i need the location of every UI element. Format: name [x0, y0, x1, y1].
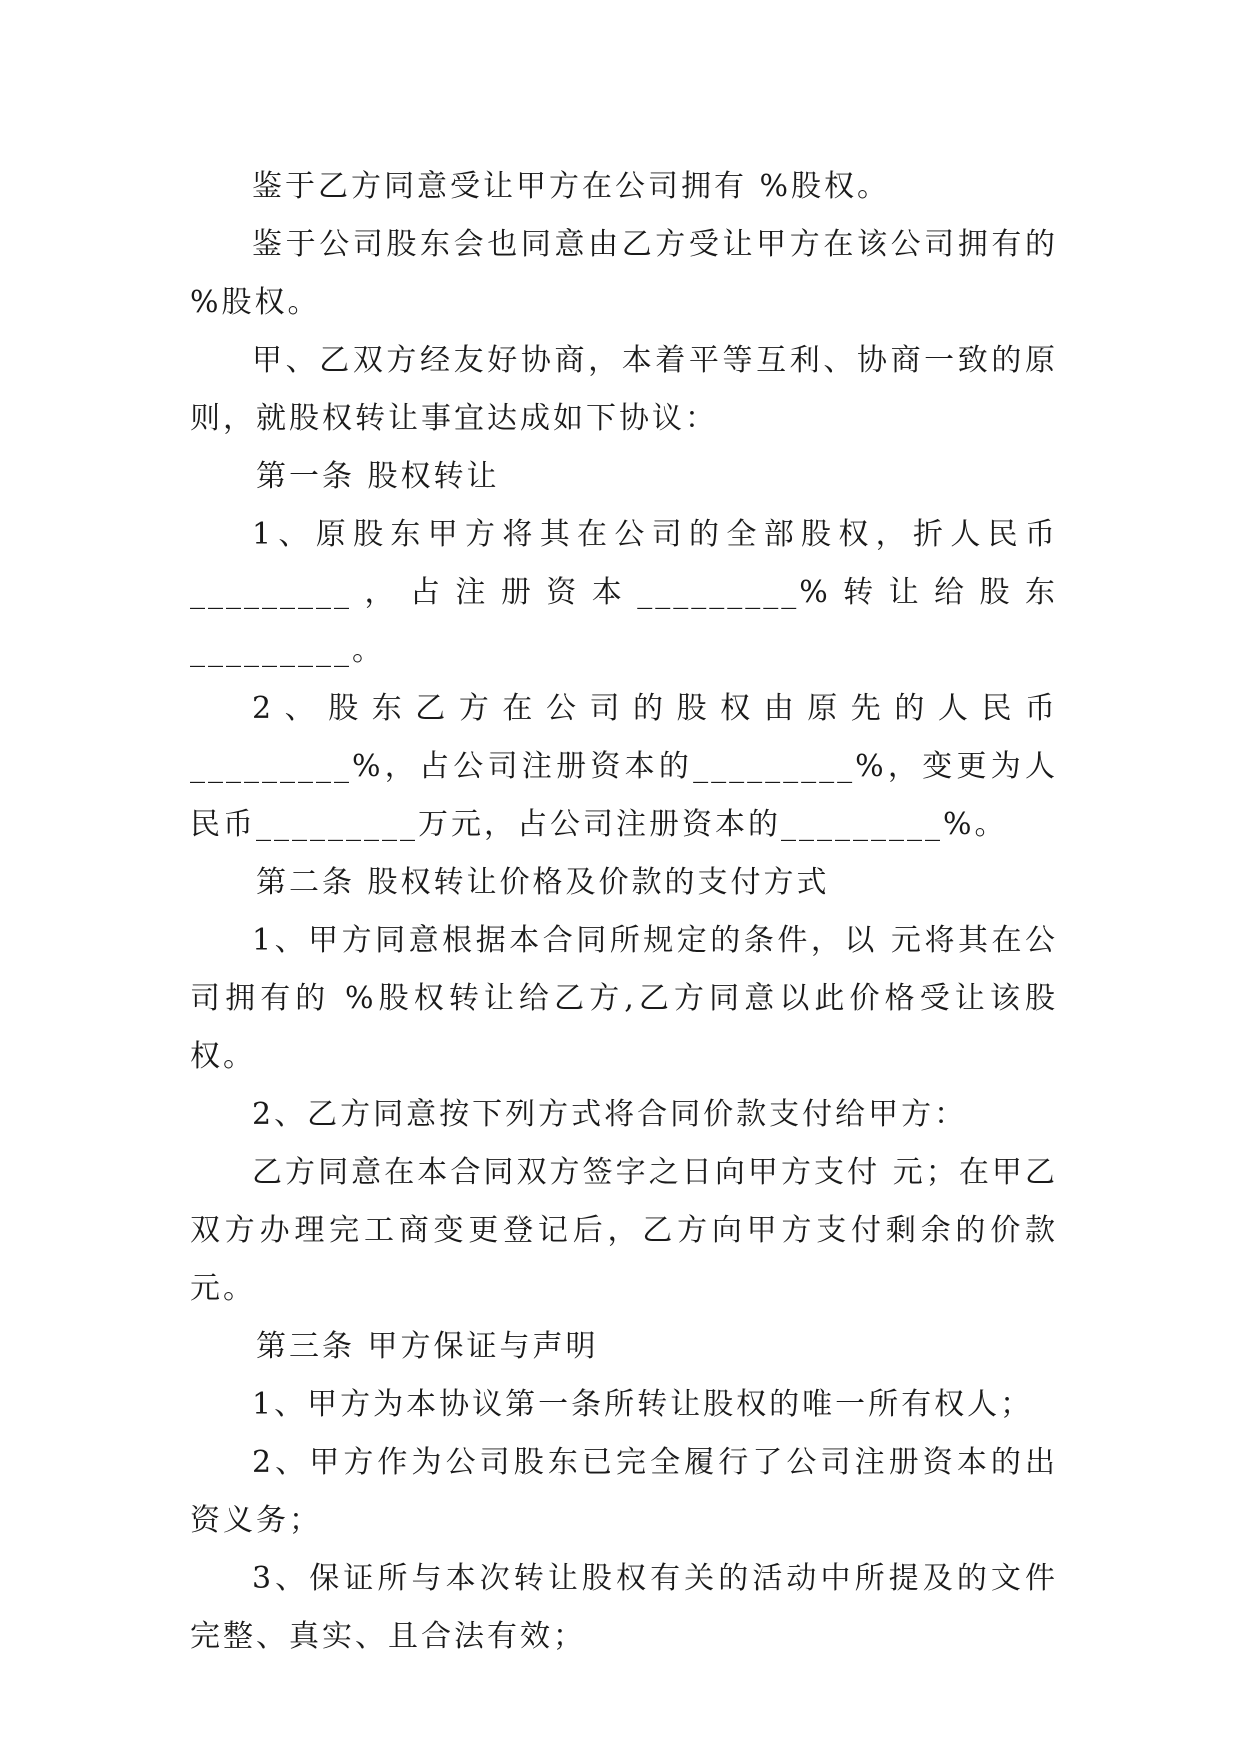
article-1-item-2: 2、股东乙方在公司的股权由原先的人民币_________%，占公司注册资本的_________%，变更为人民币_________万元，占公司注册资本的_________%。 — [190, 691, 1058, 842]
paragraph-recital-2: 鉴于公司股东会也同意由乙方受让甲方在该公司拥有的 %股权。 — [190, 227, 1058, 320]
article-1-title: 第一条 股权转让 — [256, 459, 500, 494]
article-2-title: 第二条 股权转让价格及价款的支付方式 — [256, 865, 830, 900]
article-2-item-2: 2、乙方同意按下列方式将合同价款支付给甲方： — [252, 1097, 968, 1132]
article-3-title: 第三条 甲方保证与声明 — [256, 1329, 599, 1364]
article-3-item-1: 1、甲方为本协议第一条所转让股权的唯一所有权人； — [252, 1387, 1034, 1422]
article-1-item-1: 1、原股东甲方将其在公司的全部股权，折人民币_________，占注册资本_________%转让给股东_________。 — [190, 517, 1058, 668]
article-2-item-1: 1、甲方同意根据本合同所规定的条件，以 元将其在公司拥有的 %股权转让给乙方,乙方同意以此价格受让该股权。 — [190, 923, 1058, 1074]
paragraph-recital-3: 甲、乙双方经友好协商，本着平等互利、协商一致的原则，就股权转让事宜达成如下协议： — [190, 343, 1058, 436]
document-body — [190, 158, 1058, 1666]
article-3-item-3: 3、保证所与本次转让股权有关的活动中所提及的文件完整、真实、且合法有效； — [190, 1561, 1058, 1654]
article-2-item-3: 乙方同意在本合同双方签字之日向甲方支付 元；在甲乙双方办理完工商变更登记后，乙方向甲方支付剩余的价款元。 — [190, 1155, 1058, 1306]
article-3-item-2: 2、甲方作为公司股东已完全履行了公司注册资本的出资义务； — [190, 1445, 1058, 1538]
paragraph-recital-1: 鉴于乙方同意受让甲方在公司拥有 %股权。 — [252, 169, 891, 204]
